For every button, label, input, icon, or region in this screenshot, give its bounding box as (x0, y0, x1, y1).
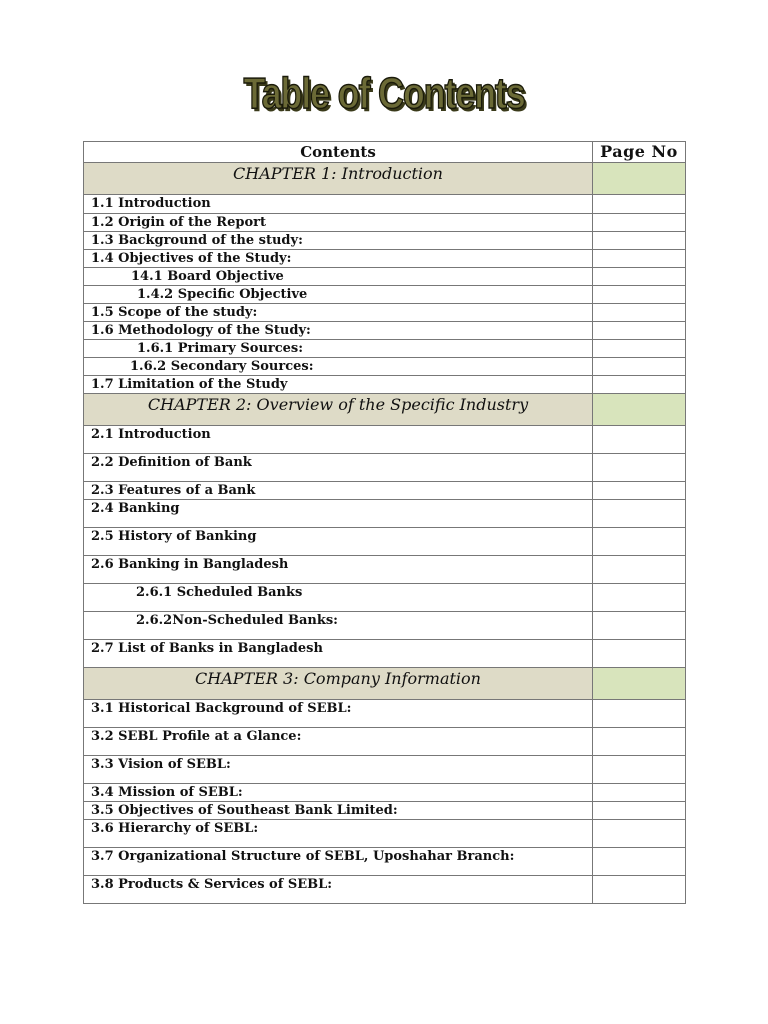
page-number-cell (593, 820, 686, 848)
page-number-cell (593, 268, 686, 286)
toc-table (83, 141, 686, 904)
page-number-cell (593, 195, 686, 214)
toc-entry-title: 14.1 Board Objective (84, 268, 593, 286)
toc-entry-title: 2.3 Features of a Bank (84, 482, 593, 500)
page-number-cell (593, 802, 686, 820)
page-number-cell (593, 728, 686, 756)
page-no-column-header: Page No (593, 142, 686, 163)
toc-entry-title: 1.7 Limitation of the Study (84, 376, 593, 394)
toc-entry-row (84, 640, 686, 668)
toc-entry-title: 2.6.1 Scheduled Banks (84, 584, 593, 612)
toc-entry-row (84, 700, 686, 728)
toc-entry-title: 1.6.2 Secondary Sources: (84, 358, 593, 376)
page-number-cell (593, 482, 686, 500)
toc-entry-title: 3.1 Historical Background of SEBL: (84, 700, 593, 728)
toc-entry-row (84, 820, 686, 848)
document-title: Table of Contents (243, 69, 525, 118)
toc-entry-row (84, 214, 686, 232)
page-number-cell (593, 286, 686, 304)
page-number-cell (593, 668, 686, 700)
chapter-title: CHAPTER 3: Company Information (84, 668, 593, 700)
page-number-cell (593, 250, 686, 268)
toc-entry-row (84, 322, 686, 340)
chapter-row (84, 394, 686, 426)
toc-body (84, 163, 686, 904)
page-number-cell (593, 454, 686, 482)
page-number-cell (593, 163, 686, 195)
toc-entry-row (84, 528, 686, 556)
toc-entry-title: 1.4.2 Specific Objective (84, 286, 593, 304)
toc-entry-title: 3.8 Products & Services of SEBL: (84, 876, 593, 904)
page-number-cell (593, 848, 686, 876)
toc-entry-row (84, 376, 686, 394)
chapter-title: CHAPTER 2: Overview of the Specific Industry (84, 394, 593, 426)
toc-entry-row (84, 802, 686, 820)
toc-entry-row (84, 612, 686, 640)
page-number-cell (593, 358, 686, 376)
contents-column-header: Contents (84, 142, 593, 163)
toc-entry-row (84, 195, 686, 214)
toc-entry-title: 3.4 Mission of SEBL: (84, 784, 593, 802)
toc-entry-row (84, 756, 686, 784)
toc-entry-row (84, 286, 686, 304)
toc-entry-row (84, 232, 686, 250)
page-number-cell (593, 556, 686, 584)
page-number-cell (593, 376, 686, 394)
toc-entry-title: 1.3 Background of the study: (84, 232, 593, 250)
page-number-cell (593, 784, 686, 802)
page-number-cell (593, 304, 686, 322)
toc-entry-row (84, 426, 686, 454)
toc-entry-row (84, 556, 686, 584)
toc-entry-row (84, 358, 686, 376)
page-number-cell (593, 500, 686, 528)
toc-entry-title: 2.5 History of Banking (84, 528, 593, 556)
page-number-cell (593, 214, 686, 232)
toc-entry-row (84, 728, 686, 756)
chapter-row (84, 668, 686, 700)
page-number-cell (593, 640, 686, 668)
toc-entry-row (84, 848, 686, 876)
toc-entry-title: 3.7 Organizational Structure of SEBL, Uposhahar Branch: (84, 848, 593, 876)
page-number-cell (593, 700, 686, 728)
toc-header-row (84, 142, 686, 163)
toc-entry-title: 2.6.2Non-Scheduled Banks: (84, 612, 593, 640)
page-number-cell (593, 528, 686, 556)
page-number-cell (593, 232, 686, 250)
page-number-cell (593, 876, 686, 904)
toc-entry-row (84, 784, 686, 802)
toc-entry-row (84, 304, 686, 322)
page-number-cell (593, 340, 686, 358)
toc-entry-title: 1.5 Scope of the study: (84, 304, 593, 322)
toc-entry-title: 1.6 Methodology of the Study: (84, 322, 593, 340)
page-number-cell (593, 394, 686, 426)
toc-entry-row (84, 454, 686, 482)
toc-entry-title: 2.4 Banking (84, 500, 593, 528)
toc-entry-title: 3.2 SEBL Profile at a Glance: (84, 728, 593, 756)
toc-entry-title: 1.6.1 Primary Sources: (84, 340, 593, 358)
toc-entry-row (84, 268, 686, 286)
toc-entry-title: 3.3 Vision of SEBL: (84, 756, 593, 784)
toc-entry-row (84, 482, 686, 500)
toc-entry-row (84, 340, 686, 358)
toc-entry-row (84, 876, 686, 904)
page-number-cell (593, 756, 686, 784)
toc-entry-title: 1.1 Introduction (84, 195, 593, 214)
toc-entry-title: 1.4 Objectives of the Study: (84, 250, 593, 268)
page-number-cell (593, 322, 686, 340)
toc-entry-row (84, 250, 686, 268)
toc-entry-title: 3.6 Hierarchy of SEBL: (84, 820, 593, 848)
page-number-cell (593, 426, 686, 454)
chapter-row (84, 163, 686, 195)
toc-entry-title: 2.7 List of Banks in Bangladesh (84, 640, 593, 668)
toc-entry-title: 3.5 Objectives of Southeast Bank Limited: (84, 802, 593, 820)
toc-entry-title: 2.2 Definition of Bank (84, 454, 593, 482)
toc-entry-title: 2.1 Introduction (84, 426, 593, 454)
page-number-cell (593, 612, 686, 640)
toc-entry-title: 2.6 Banking in Bangladesh (84, 556, 593, 584)
chapter-title: CHAPTER 1: Introduction (84, 163, 593, 195)
toc-entry-row (84, 584, 686, 612)
toc-entry-title: 1.2 Origin of the Report (84, 214, 593, 232)
toc-entry-row (84, 500, 686, 528)
page-number-cell (593, 584, 686, 612)
